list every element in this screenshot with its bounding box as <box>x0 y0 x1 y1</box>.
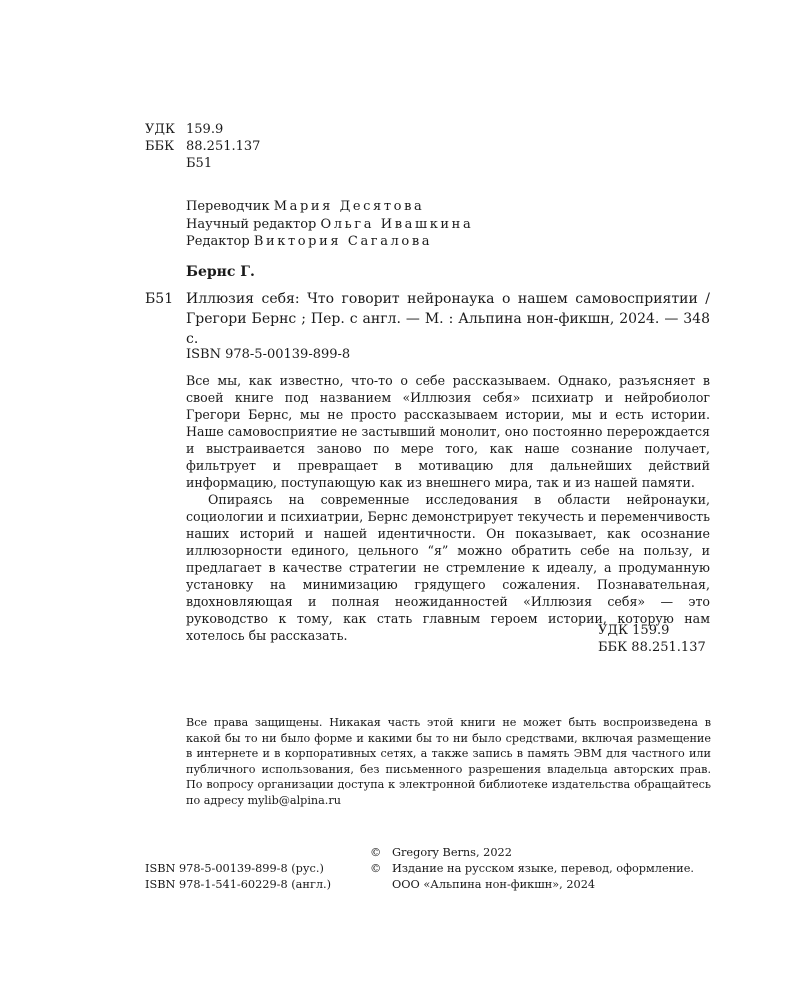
copyright-original-text: Gregory Berns, 2022 <box>392 846 512 859</box>
bbk-repeat: ББК 88.251.137 <box>598 640 706 655</box>
editor-role: Редактор <box>186 234 250 249</box>
udk-value: 159.9 <box>186 122 224 137</box>
bibliographic-code: Б51 <box>145 291 174 307</box>
isbn-line: ISBN 978-5-00139-899-8 <box>186 347 351 362</box>
isbn-eng: ISBN 978-1-541-60229-8 (англ.) <box>145 878 332 891</box>
science-editor-role: Научный редактор <box>186 216 317 232</box>
bibliographic-description: Иллюзия себя: Что говорит нейронаука о нашем самовосприятии / Грегори Бернс ; Пер. с англ. — М. : Альпина нон-фикшн, 2024. — 348 с. <box>186 291 710 347</box>
catalog-codes-repeat <box>598 622 706 656</box>
copyright-symbol: © <box>370 846 382 859</box>
author-mark-row <box>145 155 260 172</box>
udk-row <box>145 121 260 138</box>
isbn-rus: ISBN 978-5-00139-899-8 (рус.) <box>145 862 324 875</box>
bbk-value: 88.251.137 <box>186 139 261 154</box>
bbk-row <box>145 138 260 155</box>
copyright-block <box>370 845 694 893</box>
editor-name: Виктория Сагалова <box>253 234 433 249</box>
bbk-label: ББК <box>145 139 175 154</box>
copyright-publisher: ООО «Альпина нон-фикшн», 2024 <box>392 878 596 891</box>
credits <box>186 198 473 251</box>
annotation-paragraph: Все мы, как известно, что-то о себе рассказываем. Однако, разъясняет в своей книге под названием «Иллюзия себя» психиатр и нейробиолог Грегори Бернс, мы не просто рассказываем истории, мы и есть истории. Наше самовосприятие не застывший монолит, оно постоянно перерождается и выстраивается заново по мере того, как наше сознание получает, фильтрует и превращает в мотивацию для дальнейших действий информацию, поступающую как из внешнего мира, так и из нашей памяти. <box>186 373 710 490</box>
copyright-edition-text: Издание на русском языке, перевод, оформление. <box>392 862 694 875</box>
annotation <box>186 372 710 644</box>
annotation-paragraph: Опираясь на современные исследования в области нейронауки, социологии и психиатрии, Бернс демонстрирует текучесть и переменчивость наших историй и нашей идентичности. Он показывает, как осознание иллюзорности единого, цельного “я” можно обратить себе на пользу, и предлагает в качестве стратегии не стремление к идеалу, а продуманную установку на минимизацию грядущего сожаления. Познавательная, вдохновляющая и полная неожиданностей «Иллюзия себя» — это руководство к тому, как стать главным героем истории, которую нам хотелось бы рассказать. <box>186 492 710 643</box>
copyright-edition <box>370 861 694 877</box>
author-heading: Бернс Г. <box>186 264 255 280</box>
translator-line <box>186 198 473 216</box>
science-editor-line <box>186 216 473 234</box>
udk-repeat: УДК 159.9 <box>598 623 670 638</box>
translator-name: Мария Десятова <box>273 199 425 214</box>
copyright-symbol: © <box>370 862 382 875</box>
author-mark: Б51 <box>186 156 213 171</box>
copyright-original <box>370 845 694 861</box>
isbn-list <box>145 861 331 893</box>
science-editor-name: Ольга Ивашкина <box>320 216 474 232</box>
udk-label: УДК <box>145 122 176 137</box>
rights-notice: Все права защищены. Никакая часть этой книги не может быть воспроизведена в какой бы то ни было форме и какими бы то ни было средствами, включая размещение в интернете и в корпоративных сетях, а также запись в память ЭВМ для частного или публичного использования, без письменного разрешения владельца авторских прав. По вопросу организации доступа к электронной библиотеке издательства обращайтесь по адресу mylib@alpina.ru <box>186 716 711 807</box>
editor-line <box>186 233 473 251</box>
translator-role: Переводчик <box>186 199 270 214</box>
catalog-codes <box>145 121 260 172</box>
